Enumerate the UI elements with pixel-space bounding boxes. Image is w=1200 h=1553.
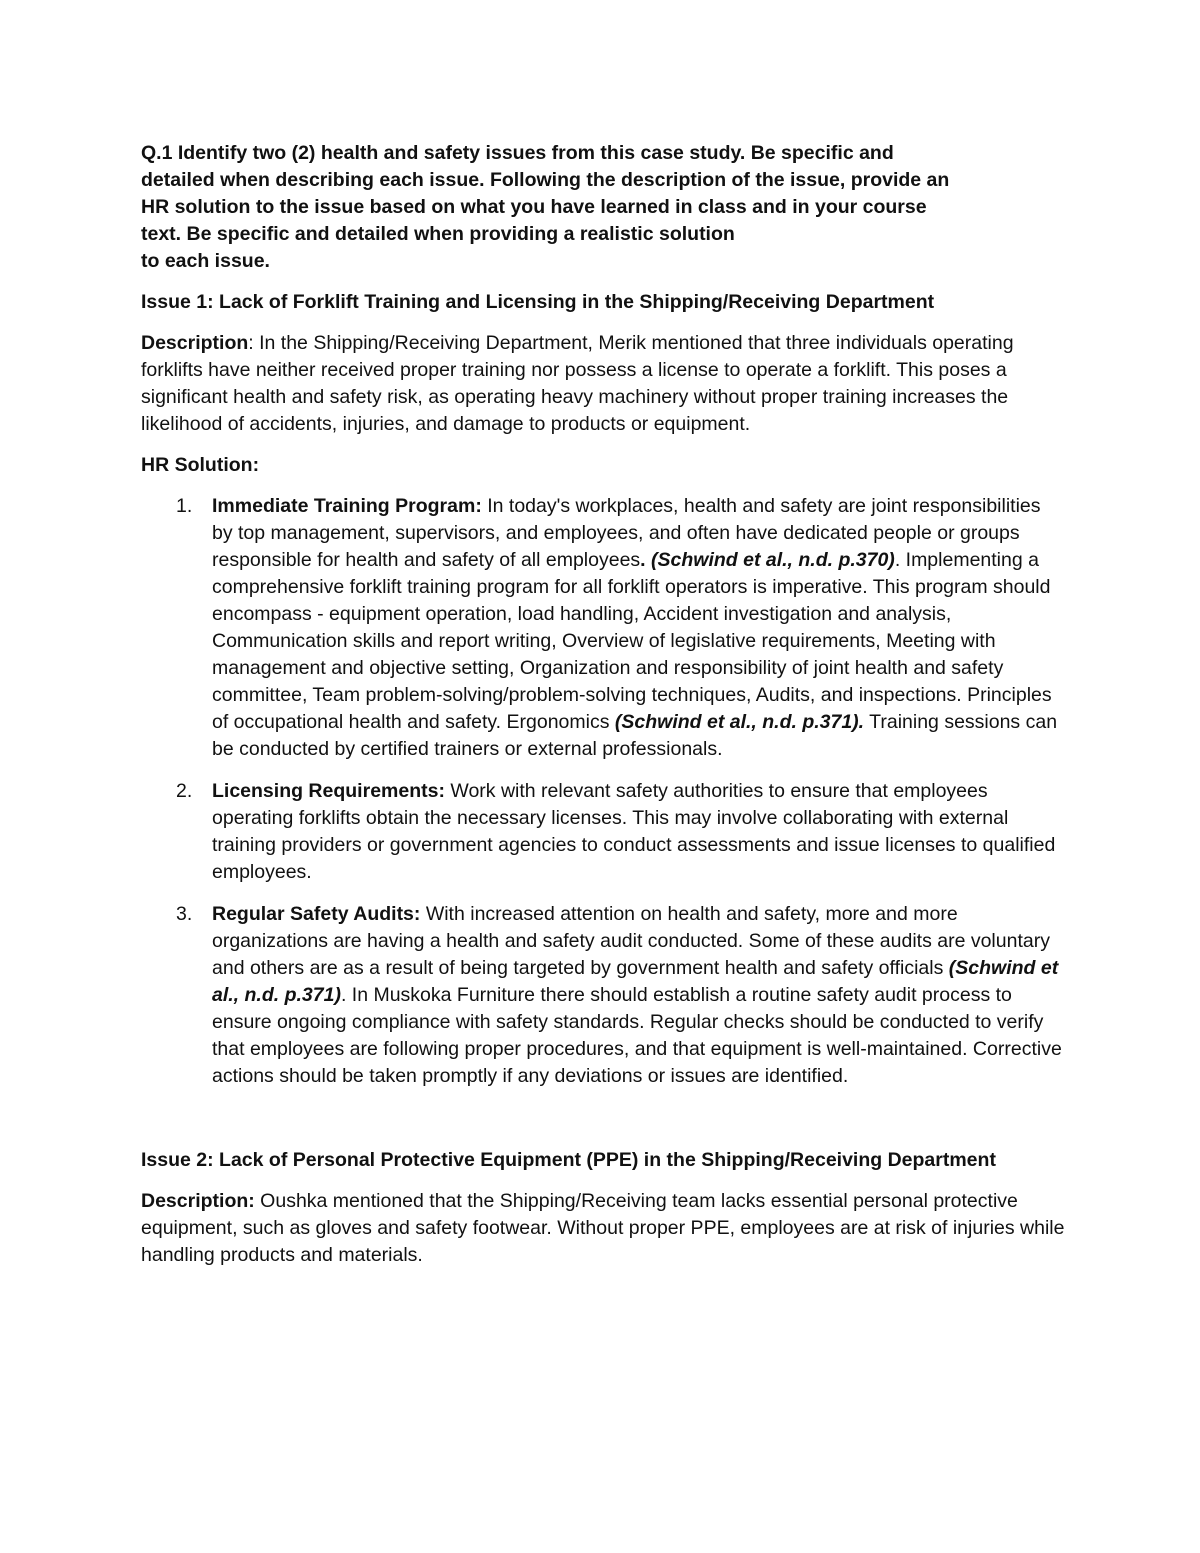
hr-solution-list <box>141 493 1066 1090</box>
item-text: With increased attention on health and safety, more and more organizations are having a health and safety audit conducted. Some of these audits are voluntary and others are as a result of being targeted by government health and safety officials <box>212 903 1050 979</box>
description-label: Description: <box>141 1190 255 1212</box>
item-dot: . <box>640 549 646 571</box>
item-text: In today's workplaces, health and safety are joint responsibilities by top management, supervisors, and employees, and often have dedicated people or groups responsible for health and safety of all employees <box>212 495 1041 571</box>
citation: (Schwind et al., n.d. p.371) <box>212 957 1059 1006</box>
section-gap <box>141 1105 1066 1147</box>
issue-1-description <box>141 330 1066 438</box>
list-item <box>141 493 1066 763</box>
list-number: 1. <box>176 495 193 517</box>
question-line: detailed when describing each issue. Following the description of the issue, provide an <box>141 169 950 191</box>
description-text: : In the Shipping/Receiving Department, Merik mentioned that three individuals operating forklifts have neither received proper training nor possess a license to operate a forklift. This poses a significant health and safety risk, as operating heavy machinery without proper training increases the likelihood of accidents, injuries, and damage to products or equipment. <box>141 332 1014 435</box>
question-line: Q.1 Identify two (2) health and safety issues from this case study. Be specific and <box>141 142 894 164</box>
question-line: HR solution to the issue based on what you have learned in class and in your course <box>141 196 927 218</box>
item-text: Work with relevant safety authorities to ensure that employees operating forklifts obtain the necessary licenses. This may involve collaborating with external training providers or government agencies to conduct assessments and issue licenses to qualified employees. <box>212 780 1056 883</box>
item-text: . Implementing a comprehensive forklift training program for all forklift operators is imperative. This program should encompass - equipment operation, load handling, Accident investigation and analysis, Communication skills and report writing, Overview of legislative requirements, Meeting with management and objective setting, Organization and responsibility of joint health and safety committee, Team problem-solving/problem-solving techniques, Audits, and inspections. Principles of occupational health and safety. Ergonomics <box>212 549 1052 733</box>
issue-2-title: Issue 2: Lack of Personal Protective Equipment (PPE) in the Shipping/Receiving Department <box>141 1149 996 1171</box>
list-number: 2. <box>176 780 193 802</box>
question-text <box>141 140 1066 275</box>
issue-1-title: Issue 1: Lack of Forklift Training and Licensing in the Shipping/Receiving Department <box>141 291 935 313</box>
item-label: Licensing Requirements: <box>212 780 445 802</box>
item-text: Training sessions can be conducted by certified trainers or external professionals. <box>212 711 1058 760</box>
item-label: Immediate Training Program: <box>212 495 482 517</box>
item-label: Regular Safety Audits: <box>212 903 421 925</box>
question-line: to each issue. <box>141 250 270 272</box>
document-body <box>141 140 1066 1283</box>
issue-2-description <box>141 1188 1066 1269</box>
list-item <box>141 901 1066 1090</box>
question-line: text. Be specific and detailed when providing a realistic solution <box>141 223 735 245</box>
citation: (Schwind et al., n.d. p.370) <box>651 549 895 571</box>
list-item <box>141 778 1066 886</box>
item-text: . In Muskoka Furniture there should establish a routine safety audit process to ensure ongoing compliance with safety standards. Regular checks should be conducted to verify that employees are following proper procedures, and that equipment is well-maintained. Corrective actions should be taken promptly if any deviations or issues are identified. <box>212 984 1062 1087</box>
citation: (Schwind et al., n.d. p.371). <box>614 711 865 733</box>
hr-solution-heading: HR Solution: <box>141 454 260 476</box>
list-number: 3. <box>176 903 193 925</box>
description-label: Description <box>141 332 249 354</box>
description-text: Oushka mentioned that the Shipping/Receiving team lacks essential personal protective equipment, such as gloves and safety footwear. Without proper PPE, employees are at risk of injuries while handling products and materials. <box>141 1190 1065 1266</box>
